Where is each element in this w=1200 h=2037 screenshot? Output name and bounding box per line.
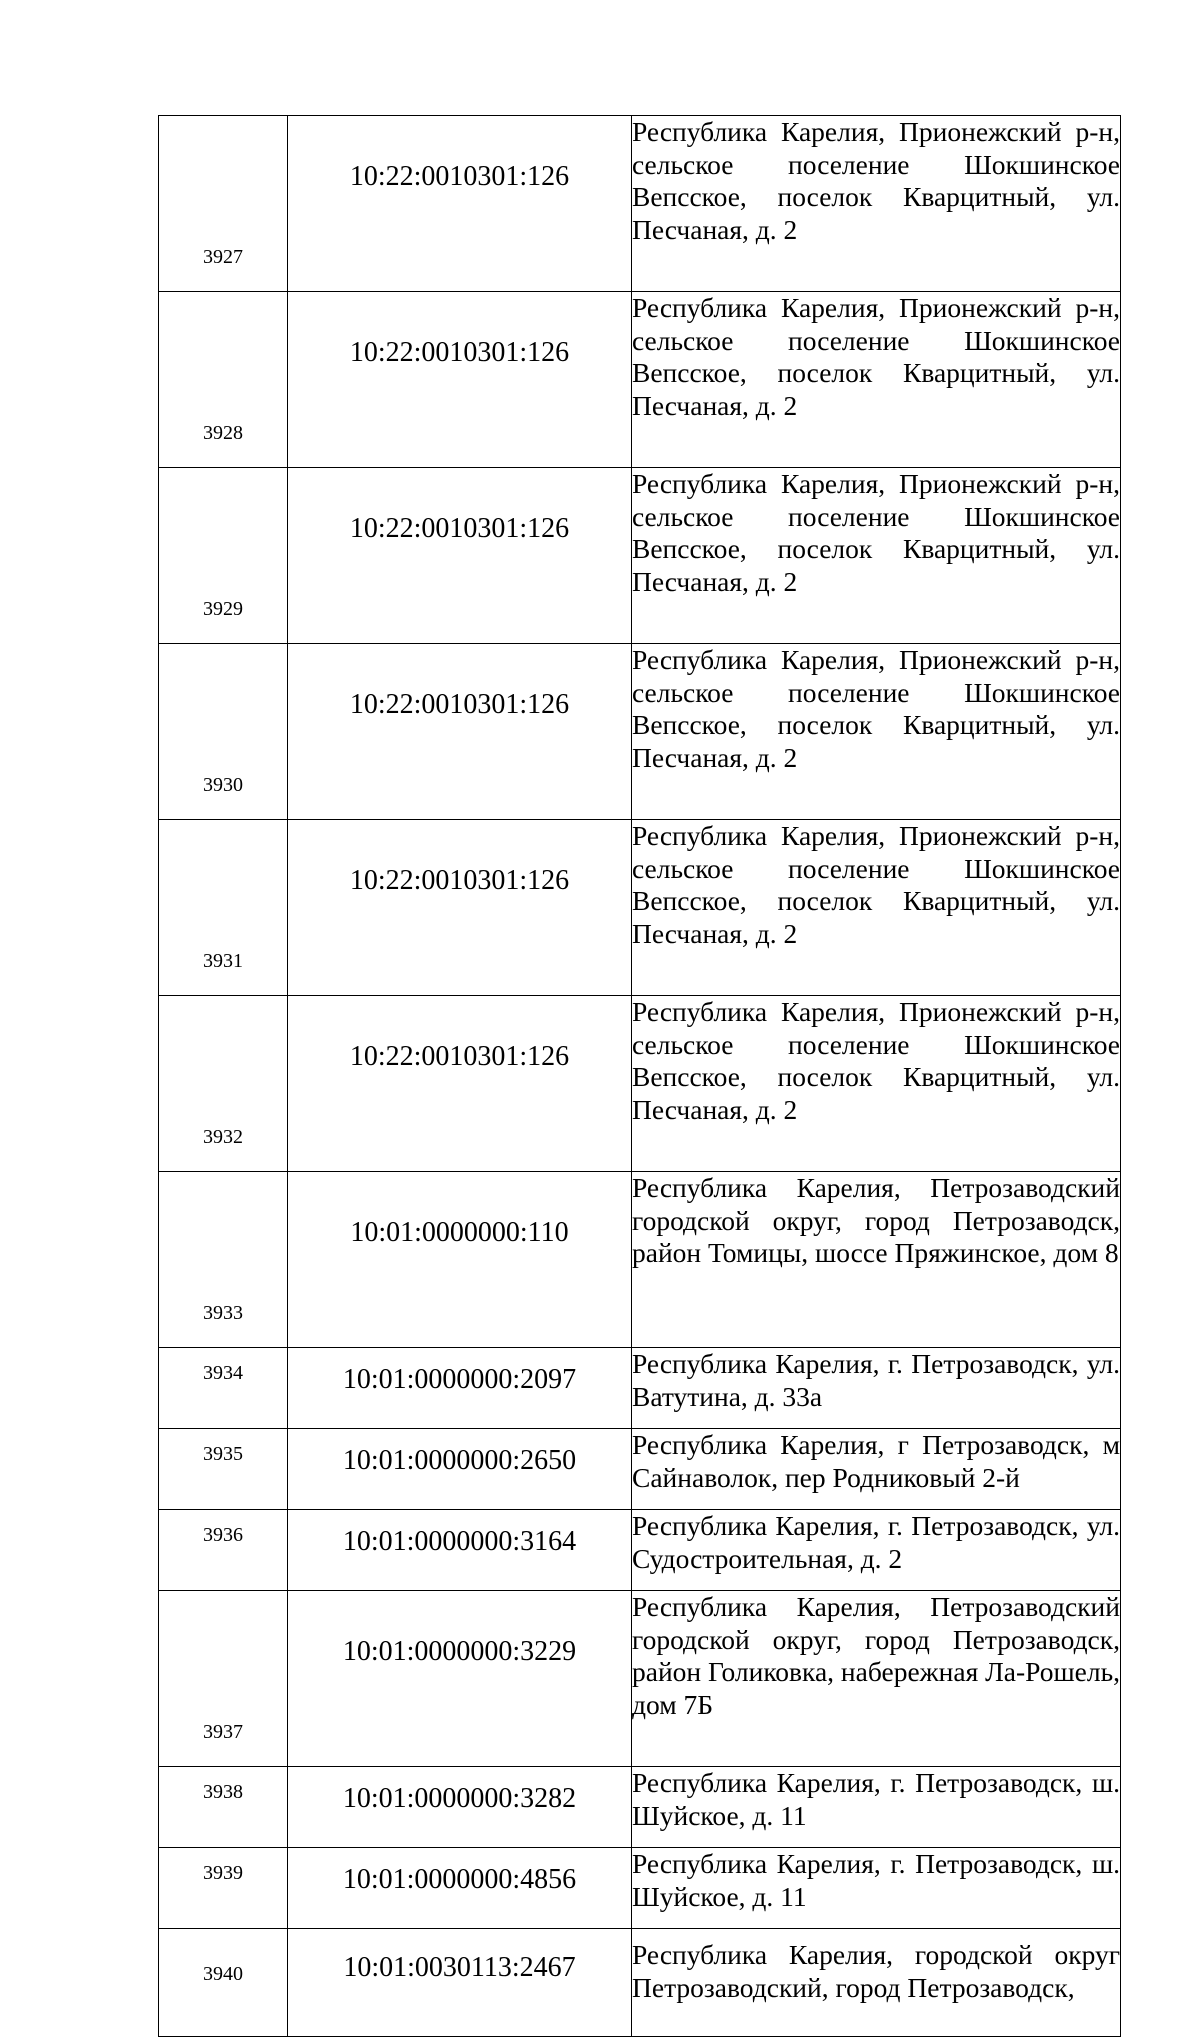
cadastral-number: 10:01:0000000:3229	[288, 1591, 632, 1767]
row-number-cell	[159, 996, 288, 1172]
row-number: 3940	[203, 1963, 243, 1985]
table-row	[159, 292, 1121, 468]
table-row	[159, 1848, 1121, 1929]
row-number: 3929	[203, 598, 243, 620]
row-number: 3937	[203, 1721, 243, 1743]
row-number-cell	[159, 292, 288, 468]
address: Республика Карелия, Петрозаводский городской округ, город Петрозаводск, район Томицы, шоссе Пряжинское, дом 8	[632, 1172, 1121, 1348]
row-number: 3938	[203, 1781, 243, 1803]
cadastral-number: 10:01:0000000:3282	[288, 1767, 632, 1848]
table-row	[159, 1348, 1121, 1429]
address: Республика Карелия, г. Петрозаводск, ш. Шуйское, д. 11	[632, 1767, 1121, 1848]
row-number-cell	[159, 1348, 288, 1429]
table-row	[159, 1767, 1121, 1848]
row-number-cell	[159, 1510, 288, 1591]
row-number-cell	[159, 1429, 288, 1510]
table-row	[159, 820, 1121, 996]
row-number-cell	[159, 820, 288, 996]
cadastral-number: 10:22:0010301:126	[288, 116, 632, 292]
cadastral-number: 10:01:0000000:2097	[288, 1348, 632, 1429]
row-number: 3932	[203, 1126, 243, 1148]
cadastral-number: 10:01:0000000:4856	[288, 1848, 632, 1929]
table-row	[159, 1591, 1121, 1767]
row-number: 3930	[203, 774, 243, 796]
address: Республика Карелия, Прионежский р-н, сельское поселение Шокшинское Вепсское, поселок Кварцитный, ул. Песчаная, д. 2	[632, 996, 1121, 1172]
address: Республика Карелия, Прионежский р-н, сельское поселение Шокшинское Вепсское, поселок Кварцитный, ул. Песчаная, д. 2	[632, 644, 1121, 820]
row-number: 3935	[203, 1443, 243, 1465]
cadastral-number: 10:01:0000000:110	[288, 1172, 632, 1348]
cadastral-number: 10:01:0000000:3164	[288, 1510, 632, 1591]
row-number: 3927	[203, 246, 243, 268]
address: Республика Карелия, Прионежский р-н, сельское поселение Шокшинское Вепсское, поселок Кварцитный, ул. Песчаная, д. 2	[632, 468, 1121, 644]
row-number: 3936	[203, 1524, 243, 1546]
table-row	[159, 468, 1121, 644]
row-number-cell	[159, 1172, 288, 1348]
address: Республика Карелия, Прионежский р-н, сельское поселение Шокшинское Вепсское, поселок Кварцитный, ул. Песчаная, д. 2	[632, 116, 1121, 292]
row-number-cell	[159, 468, 288, 644]
table-row	[159, 996, 1121, 1172]
row-number: 3931	[203, 950, 243, 972]
row-number: 3928	[203, 422, 243, 444]
registry-table	[158, 115, 1121, 2037]
table-row	[159, 644, 1121, 820]
table-row	[159, 1429, 1121, 1510]
cadastral-number: 10:22:0010301:126	[288, 996, 632, 1172]
row-number-cell	[159, 116, 288, 292]
address: Республика Карелия, Прионежский р-н, сельское поселение Шокшинское Вепсское, поселок Кварцитный, ул. Песчаная, д. 2	[632, 820, 1121, 996]
cadastral-number: 10:22:0010301:126	[288, 644, 632, 820]
cadastral-number: 10:22:0010301:126	[288, 292, 632, 468]
row-number: 3939	[203, 1862, 243, 1884]
cadastral-number: 10:22:0010301:126	[288, 820, 632, 996]
address: Республика Карелия, Прионежский р-н, сельское поселение Шокшинское Вепсское, поселок Кварцитный, ул. Песчаная, д. 2	[632, 292, 1121, 468]
table-row	[159, 1929, 1121, 2037]
cadastral-number: 10:01:0000000:2650	[288, 1429, 632, 1510]
address: Республика Карелия, г. Петрозаводск, ул. Судостроительная, д. 2	[632, 1510, 1121, 1591]
row-number-cell	[159, 644, 288, 820]
row-number: 3933	[203, 1302, 243, 1324]
row-number-cell	[159, 1929, 288, 2037]
address: Республика Карелия, г. Петрозаводск, ул. Ватутина, д. 33а	[632, 1348, 1121, 1429]
cadastral-number: 10:01:0030113:2467	[288, 1929, 632, 2037]
address: Республика Карелия, г Петрозаводск, м Сайнаволок, пер Родниковый 2-й	[632, 1429, 1121, 1510]
cadastral-number: 10:22:0010301:126	[288, 468, 632, 644]
row-number-cell	[159, 1767, 288, 1848]
row-number-cell	[159, 1591, 288, 1767]
table-row	[159, 116, 1121, 292]
row-number-cell	[159, 1848, 288, 1929]
address: Республика Карелия, городской округ Петрозаводский, город Петрозаводск,	[632, 1929, 1121, 2037]
table-row	[159, 1510, 1121, 1591]
address: Республика Карелия, г. Петрозаводск, ш. Шуйское, д. 11	[632, 1848, 1121, 1929]
address: Республика Карелия, Петрозаводский городской округ, город Петрозаводск, район Голиковка, набережная Ла-Рошель, дом 7Б	[632, 1591, 1121, 1767]
row-number: 3934	[203, 1362, 243, 1384]
table-row	[159, 1172, 1121, 1348]
